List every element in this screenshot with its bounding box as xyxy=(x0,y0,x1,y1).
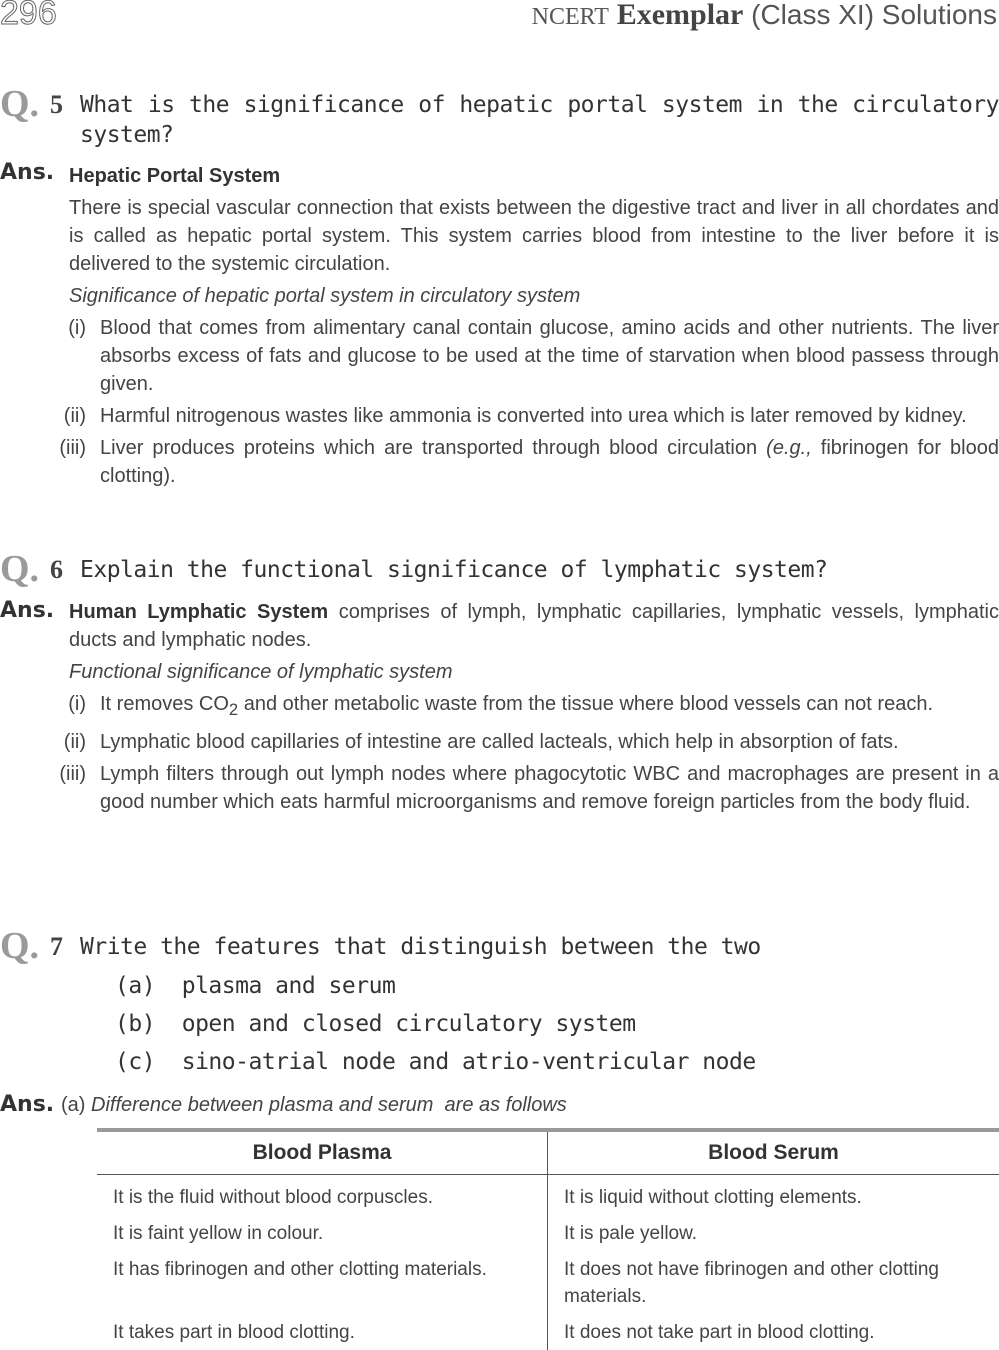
question-part: (a) plasma and serum xyxy=(115,973,396,999)
answer-paragraph: There is special vascular connection that exists between the digestive tract and liver in all chordates and is called as hepatic portal system. This system carries blood from intestine to the liver before it is delivered to the systemic circulation. xyxy=(69,197,999,275)
item-text: Lymphatic blood capillaries of intestine are called lacteals, which help in absorption of fats. xyxy=(100,731,899,753)
column-header: Blood Plasma xyxy=(97,1130,548,1175)
table-row xyxy=(97,1215,999,1251)
table-row xyxy=(97,1314,999,1350)
comparison-table xyxy=(97,1128,999,1350)
item-number: (ii) xyxy=(63,405,86,427)
question-number: 5 xyxy=(50,90,63,119)
question-number: 6 xyxy=(50,555,63,584)
answer-6 xyxy=(59,598,999,816)
item-text: Blood that comes from alimentary canal contain glucose, amino acids and other nutrients. The liver absorbs excess of fats and glucose to be used at the time of starvation when blood passess through given. xyxy=(100,317,999,395)
question-mark: Q. xyxy=(0,83,40,125)
answer-7-intro xyxy=(61,1091,991,1119)
item-number: (iii) xyxy=(59,763,86,785)
answer-5 xyxy=(59,162,999,490)
list-item xyxy=(63,728,999,756)
item-text: Harmful nitrogenous wastes like ammonia is converted into urea which is later removed by kidney. xyxy=(100,405,967,427)
question-text: Write the features that distinguish between the two xyxy=(80,934,761,960)
table-cell: It is pale yellow. xyxy=(564,1223,698,1244)
question-text: What is the significance of hepatic portal system in the circulatory system? xyxy=(80,92,999,148)
item-text: and other metabolic waste from the tissue where blood vessels can not reach. xyxy=(238,693,934,715)
table-cell: It does not have fibrinogen and other clotting materials. xyxy=(564,1259,939,1307)
item-number: (i) xyxy=(68,693,86,715)
table-cell: It takes part in blood clotting. xyxy=(97,1314,548,1350)
table-cell: It is faint yellow in colour. xyxy=(97,1215,548,1251)
question-mark: Q. xyxy=(0,548,40,590)
running-head-bold: Exemplar xyxy=(616,0,744,31)
table-header-row xyxy=(97,1130,999,1175)
question-5 xyxy=(0,83,999,150)
table-cell: It does not take part in blood clotting. xyxy=(548,1314,999,1350)
list-item xyxy=(69,690,999,724)
answer-mark: Ans. xyxy=(0,598,55,623)
question-part: (b) open and closed circulatory system xyxy=(115,1011,636,1037)
subscript: 2 xyxy=(228,700,239,719)
answer-label: (a) xyxy=(61,1094,86,1116)
list-item xyxy=(69,314,999,398)
question-text: Explain the functional significance of lymphatic system? xyxy=(80,557,828,583)
answer-paragraph: comprises of lymph, lymphatic capillaries, lymphatic vessels, lymphatic ducts and lymphatic nodes. xyxy=(69,601,999,651)
column-header: Blood Serum xyxy=(548,1130,999,1175)
table-cell: It has fibrinogen and other clotting materials. xyxy=(97,1251,548,1314)
running-head-prefix: NCERT xyxy=(531,4,609,30)
answer-subheading: Significance of hepatic portal system in circulatory system xyxy=(69,285,581,307)
item-text: Lymph filters through out lymph nodes where phagocytotic WBC and macrophages are present in a good number which eats harmful microorganisms and remove foreign particles from the body fluid. xyxy=(100,763,999,813)
question-number: 7 xyxy=(50,932,63,961)
answer-heading: Human Lymphatic System xyxy=(69,601,329,623)
answer-subheading: Difference between plasma and serum are as follows xyxy=(91,1094,567,1116)
answer-subheading: Functional significance of lymphatic system xyxy=(69,661,453,683)
question-mark: Q. xyxy=(0,925,40,967)
list-item xyxy=(63,402,999,430)
list-item xyxy=(59,434,999,490)
item-text-tail: fibrinogen for blood clotting). xyxy=(100,437,999,487)
table-row xyxy=(97,1251,999,1314)
item-number: (i) xyxy=(68,317,86,339)
table-cell: It is the fluid without blood corpuscles. xyxy=(97,1175,548,1216)
answer-mark: Ans. xyxy=(0,160,55,185)
question-7 xyxy=(0,925,999,967)
answer-heading: Hepatic Portal System xyxy=(69,165,281,187)
question-part: (c) sino-atrial node and atrio-ventricular node xyxy=(115,1049,756,1075)
item-number: (ii) xyxy=(63,731,86,753)
running-head-suffix: (Class XI) Solutions xyxy=(751,0,997,30)
list-item xyxy=(59,760,999,816)
page-number: 296 xyxy=(0,0,57,32)
item-text: Liver produces proteins which are transported through blood circulation xyxy=(100,437,758,459)
table-row xyxy=(97,1175,999,1216)
item-text: It removes CO xyxy=(100,693,229,715)
table-cell: It is liquid without clotting elements. xyxy=(564,1187,862,1208)
item-text-italic: (e.g., xyxy=(766,437,812,459)
running-head xyxy=(532,0,997,32)
item-number: (iii) xyxy=(59,437,86,459)
question-6 xyxy=(0,548,999,590)
answer-mark: Ans. xyxy=(0,1092,55,1117)
